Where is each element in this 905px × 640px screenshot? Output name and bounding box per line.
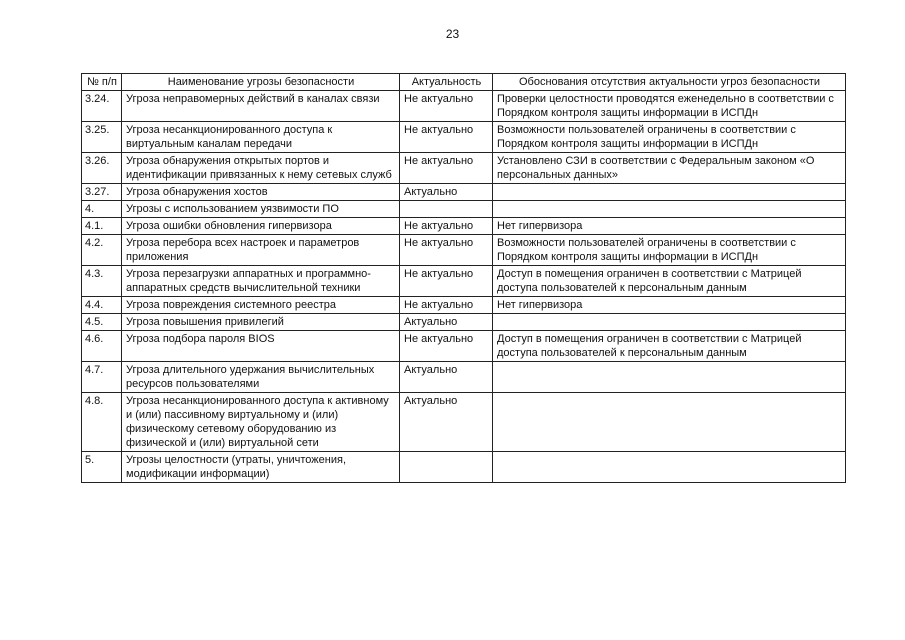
row-actuality: Не актуально (400, 266, 493, 297)
row-threat-name: Угроза подбора пароля BIOS (122, 331, 400, 362)
row-num: 4. (82, 201, 122, 218)
row-justification: Проверки целостности проводятся еженедельно в соответствии с Порядком контроля защиты информации в ИСПДн (493, 91, 846, 122)
table-row (82, 331, 846, 362)
row-threat-name: Угроза длительного удержания вычислительных ресурсов пользователями (122, 362, 400, 393)
header-justification: Обоснования отсутствия актуальности угроз безопасности (493, 74, 846, 91)
row-justification: Установлено СЗИ в соответствии с Федеральным законом «О персональных данных» (493, 153, 846, 184)
row-justification: Возможности пользователей ограничены в соответствии с Порядком контроля защиты информации в ИСПДн (493, 122, 846, 153)
table-row (82, 235, 846, 266)
row-justification: Нет гипервизора (493, 297, 846, 314)
row-num: 3.26. (82, 153, 122, 184)
table-row (82, 218, 846, 235)
threats-table (81, 73, 846, 483)
row-threat-name: Угроза обнаружения хостов (122, 184, 400, 201)
table-row (82, 393, 846, 452)
row-justification: Доступ в помещения ограничен в соответствии с Матрицей доступа пользователей к персональным данным (493, 266, 846, 297)
row-threat-name: Угроза несанкционированного доступа к виртуальным каналам передачи (122, 122, 400, 153)
table-row (82, 314, 846, 331)
row-threat-name: Угроза ошибки обновления гипервизора (122, 218, 400, 235)
row-num: 4.6. (82, 331, 122, 362)
row-actuality: Актуально (400, 314, 493, 331)
row-actuality: Не актуально (400, 91, 493, 122)
table-header-row (82, 74, 846, 91)
row-justification (493, 393, 846, 452)
table-row (82, 266, 846, 297)
row-justification: Возможности пользователей ограничены в соответствии с Порядком контроля защиты информации в ИСПДн (493, 235, 846, 266)
row-num: 4.2. (82, 235, 122, 266)
row-threat-name: Угроза неправомерных действий в каналах связи (122, 91, 400, 122)
page-number: 23 (445, 27, 460, 41)
header-name: Наименование угрозы безопасности (122, 74, 400, 91)
row-actuality: Не актуально (400, 153, 493, 184)
row-justification (493, 314, 846, 331)
table-row (82, 91, 846, 122)
row-justification: Доступ в помещения ограничен в соответствии с Матрицей доступа пользователей к персональным данным (493, 331, 846, 362)
row-actuality (400, 452, 493, 483)
row-num: 4.7. (82, 362, 122, 393)
row-threat-name: Угроза перезагрузки аппаратных и программно-аппаратных средств вычислительной техники (122, 266, 400, 297)
row-num: 4.1. (82, 218, 122, 235)
table-row (82, 362, 846, 393)
row-justification (493, 362, 846, 393)
header-num: № п/п (82, 74, 122, 91)
row-actuality: Не актуально (400, 297, 493, 314)
row-num: 4.4. (82, 297, 122, 314)
row-threat-name: Угроза обнаружения открытых портов и идентификации привязанных к нему сетевых служб (122, 153, 400, 184)
table-row (82, 153, 846, 184)
row-threat-name: Угроза повышения привилегий (122, 314, 400, 331)
row-justification (493, 452, 846, 483)
row-num: 4.8. (82, 393, 122, 452)
table-row (82, 184, 846, 201)
row-threat-name: Угрозы с использованием уязвимости ПО (122, 201, 400, 218)
row-num: 3.25. (82, 122, 122, 153)
row-justification (493, 201, 846, 218)
row-num: 4.5. (82, 314, 122, 331)
row-actuality: Не актуально (400, 218, 493, 235)
table-row (82, 452, 846, 483)
row-actuality: Не актуально (400, 331, 493, 362)
row-num: 3.27. (82, 184, 122, 201)
row-num: 5. (82, 452, 122, 483)
row-threat-name: Угроза несанкционированного доступа к активному и (или) пассивному виртуальному и (или) физическому сетевому оборудованию из физической и (или) виртуальной сети (122, 393, 400, 452)
table-row (82, 297, 846, 314)
row-num: 3.24. (82, 91, 122, 122)
row-actuality: Актуально (400, 393, 493, 452)
table-row (82, 201, 846, 218)
row-actuality: Не актуально (400, 235, 493, 266)
row-actuality (400, 201, 493, 218)
row-justification (493, 184, 846, 201)
row-num: 4.3. (82, 266, 122, 297)
row-threat-name: Угроза перебора всех настроек и параметров приложения (122, 235, 400, 266)
row-threat-name: Угроза повреждения системного реестра (122, 297, 400, 314)
row-actuality: Актуально (400, 362, 493, 393)
row-threat-name: Угрозы целостности (утраты, уничтожения, модификации информации) (122, 452, 400, 483)
header-actuality: Актуальность (400, 74, 493, 91)
table-row (82, 122, 846, 153)
row-actuality: Актуально (400, 184, 493, 201)
row-justification: Нет гипервизора (493, 218, 846, 235)
row-actuality: Не актуально (400, 122, 493, 153)
